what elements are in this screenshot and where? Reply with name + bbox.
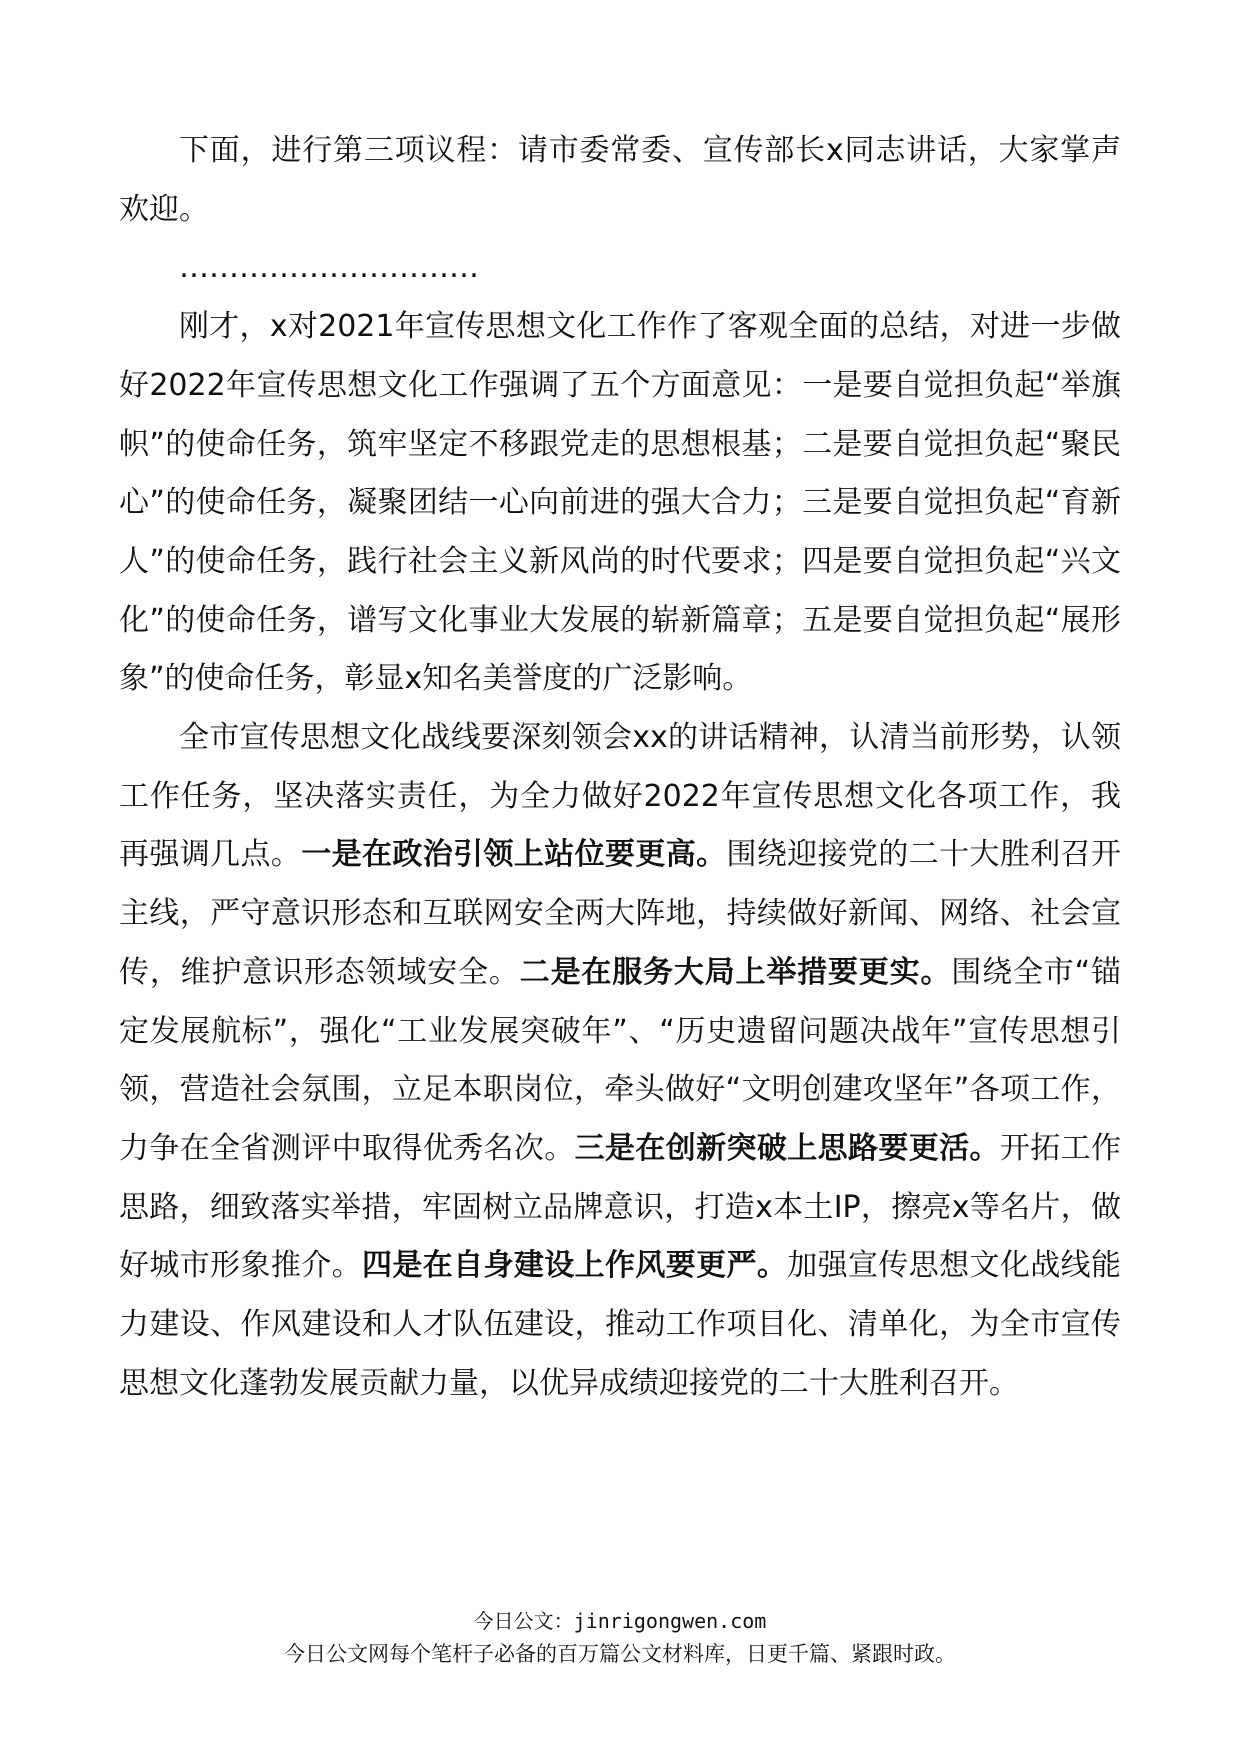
paragraph-emphasis (119, 709, 1121, 1413)
point-2-text: 围绕全市“锚定发展航标”，强化“工业发展突破年”、“历史遗留问题决战年”宣传思想引领，营造社会氛围，立足本职岗位，牵头做好“文明创建攻坚年”各项工作，力争在全省测评中取得优秀名次。 (119, 954, 1122, 1166)
point-1-title: 一是在政治引领上站位要更高。 (301, 837, 727, 873)
point-3-title: 三是在创新突破上思路要更活。 (574, 1130, 1000, 1166)
document-body (119, 122, 1121, 1413)
emphasis-intro: 全市宣传思想文化战线要深刻领会xx的讲话精神，认清当前形势，认领工作任务，坚决落实责任，为全力做好2022年宣传思想文化各项工作，我再强调几点。 (119, 720, 1121, 873)
paragraph-summary: 刚才，x对2021年宣传思想文化工作作了客观全面的总结，对进一步做好2022年宣传思想文化工作强调了五个方面意见：一是要自觉担负起“举旗帜”的使命任务，筑牢坚定不移跟党走的思想根基；二是要自觉担负起“聚民心”的使命任务，凝聚团结一心向前进的强大合力；三是要自觉担负起“育新人”的使命任务，践行社会主义新风尚的时代要求；四是要自觉担负起“兴文化”的使命任务，谱写文化事业大发展的崭新篇章；五是要自觉担负起“展形象”的使命任务，彰显x知名美誉度的广泛影响。 (119, 309, 1121, 697)
point-3-text: 开拓工作思路，细致落实举措，牢固树立品牌意识，打造x本土IP，擦亮x等名片，做好城市形象推介。 (119, 1130, 1121, 1284)
point-4-title: 四是在自身建设上作风要更严。 (362, 1248, 788, 1284)
paragraph-ellipsis: ………………………… (179, 250, 479, 286)
paragraph-agenda: 下面，进行第三项议程：请市委常委、宣传部长x同志讲话，大家掌声欢迎。 (119, 133, 1121, 227)
point-1-text: 围绕迎接党的二十大胜利召开主线，严守意识形态和互联网安全两大阵地，持续做好新闻、网络、社会宣传，维护意识形态领域安全。 (119, 837, 1121, 990)
footer-slogan: 今日公文网每个笔杆子必备的百万篇公文材料库，日更千篇、紧跟时政。 (284, 1642, 956, 1666)
point-4-text: 加强宣传思想文化战线能力建设、作风建设和人才队伍建设，推动工作项目化、清单化，为全市宣传思想文化蓬勃发展贡献力量，以优异成绩迎接党的二十大胜利召开。 (119, 1248, 1121, 1401)
point-2-title: 二是在服务大局上举措要更实。 (519, 954, 952, 990)
footer-website: 今日公文：jinrigongwen.com (473, 1609, 767, 1633)
